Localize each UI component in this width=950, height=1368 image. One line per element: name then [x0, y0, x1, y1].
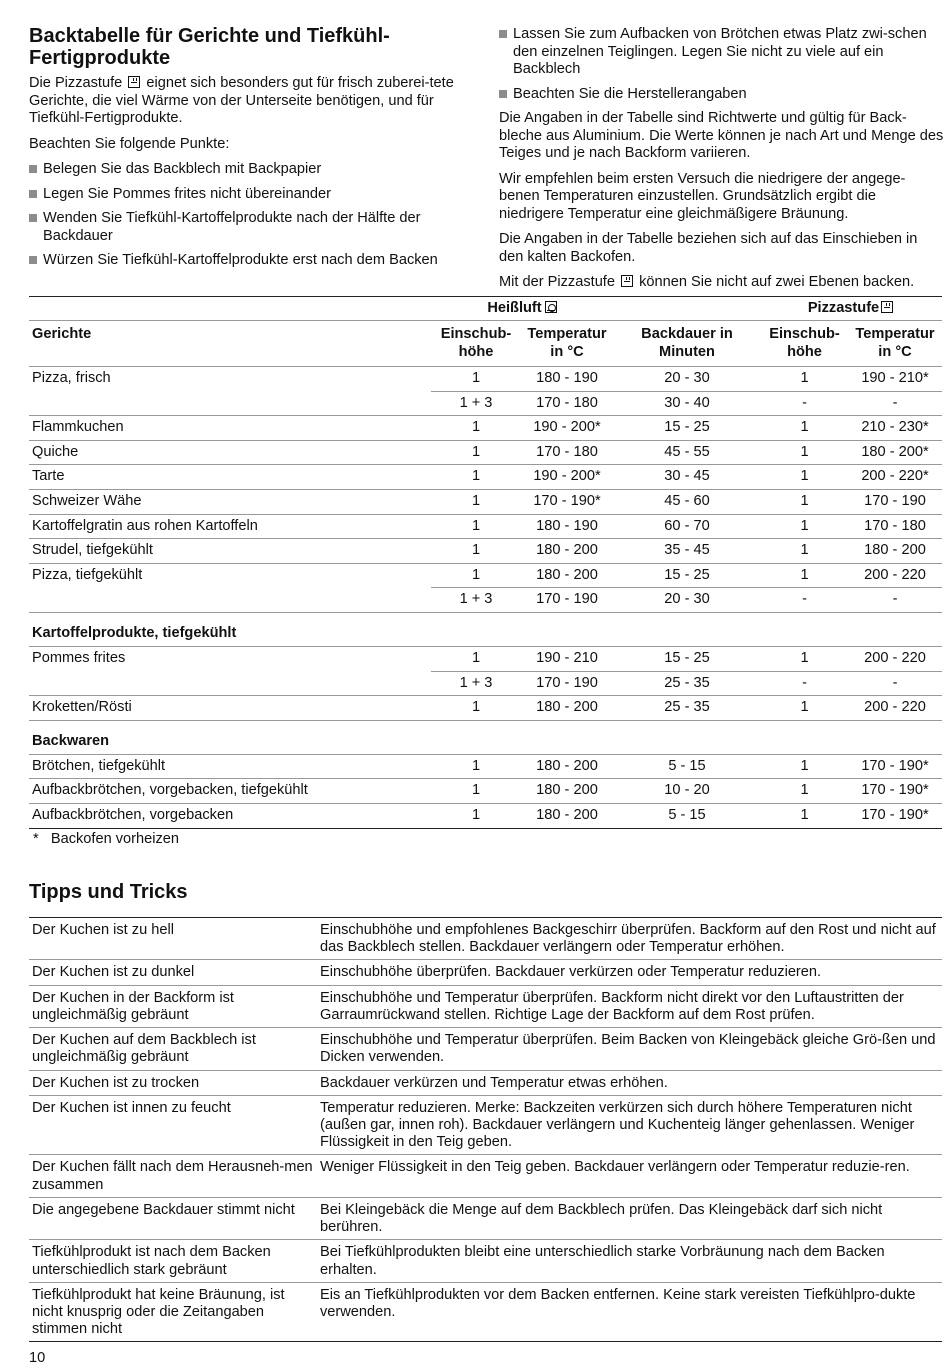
- intro-paragraph: Die Pizzastufe eignet sich besonders gut für frisch zuberei-tete Gerichte, die viel Wärme von der Unterseite benötigen, und für Tiefkühl-Fertigprodukte.: [29, 75, 454, 127]
- tip-solution: Backdauer verkürzen und Temperatur etwas erhöhen.: [317, 1070, 942, 1095]
- bullet-item: Beachten Sie die Herstellerangaben: [499, 86, 944, 104]
- col-einschub-1: Einschub- höhe: [431, 321, 521, 367]
- pizza-stage-icon: [881, 301, 893, 313]
- page-number: 10: [29, 1350, 46, 1366]
- cell-t1: 180 - 200: [521, 696, 613, 721]
- cell-d: 15 - 25: [613, 563, 761, 588]
- cell-t1: 190 - 210: [521, 646, 613, 671]
- square-bullet-icon: [29, 256, 37, 264]
- cell-e2: 1: [761, 696, 848, 721]
- tips-row: [29, 1095, 942, 1155]
- cell-d: 25 - 35: [613, 671, 761, 696]
- tip-problem: Der Kuchen ist innen zu feucht: [29, 1095, 317, 1155]
- section-label: Kartoffelprodukte, tiefgekühlt: [29, 612, 942, 646]
- tips-title: Tipps und Tricks: [29, 881, 188, 903]
- cell-e1: 1: [431, 465, 521, 490]
- table-section-row: [29, 612, 942, 646]
- cell-e2: 1: [761, 539, 848, 564]
- table-row: [29, 539, 942, 564]
- cell-t2: 170 - 190: [848, 489, 942, 514]
- right-column: [499, 26, 944, 300]
- cell-name: Brötchen, tiefgekühlt: [29, 754, 431, 779]
- square-bullet-icon: [29, 190, 37, 198]
- tips-row: [29, 985, 942, 1027]
- cell-t1: 180 - 190: [521, 367, 613, 392]
- cell-t1: 180 - 200: [521, 563, 613, 588]
- cell-e1: 1: [431, 754, 521, 779]
- cell-e1: 1: [431, 440, 521, 465]
- cell-e1: 1: [431, 416, 521, 441]
- cell-d: 25 - 35: [613, 696, 761, 721]
- cell-e2: 1: [761, 514, 848, 539]
- cell-e1: 1 + 3: [431, 588, 521, 613]
- cell-d: 35 - 45: [613, 539, 761, 564]
- cell-e2: -: [761, 391, 848, 416]
- cell-e2: 1: [761, 646, 848, 671]
- cell-t2: 200 - 220: [848, 696, 942, 721]
- cell-t2: 200 - 220: [848, 563, 942, 588]
- tip-problem: Der Kuchen in der Backform ist ungleichmäßig gebräunt: [29, 985, 317, 1027]
- cell-t1: 180 - 190: [521, 514, 613, 539]
- points-intro: Beachten Sie folgende Punkte:: [29, 135, 230, 152]
- tips-row: [29, 1028, 942, 1070]
- cell-e2: 1: [761, 489, 848, 514]
- bullet-list-right: [499, 26, 944, 103]
- cell-t2: 210 - 230*: [848, 416, 942, 441]
- bullet-list-left: [29, 161, 479, 270]
- cell-t2: 170 - 190*: [848, 803, 942, 828]
- cell-e1: 1: [431, 696, 521, 721]
- col-dauer: Backdauer in Minuten: [613, 321, 761, 367]
- cell-e2: 1: [761, 465, 848, 490]
- cell-d: 45 - 60: [613, 489, 761, 514]
- left-column: [29, 26, 479, 277]
- cell-e2: 1: [761, 779, 848, 804]
- bullet-item: Legen Sie Pommes frites nicht übereinander: [29, 186, 479, 204]
- cell-e1: 1: [431, 514, 521, 539]
- tip-solution: Temperatur reduzieren. Merke: Backzeiten verkürzen sich durch höhere Temperaturen nicht (außen gar, innen roh). Backdauer verlängern und Kuchenteig länger gehenlassen. Weniger Flüssigkeit in den Teig geben.: [317, 1095, 942, 1155]
- tip-solution: Weniger Flüssigkeit in den Teig geben. Backdauer verlängern oder Temperatur reduzie-ren.: [317, 1155, 942, 1197]
- cell-d: 45 - 55: [613, 440, 761, 465]
- cell-d: 15 - 25: [613, 416, 761, 441]
- cell-name: Flammkuchen: [29, 416, 431, 441]
- cell-t2: 170 - 190*: [848, 754, 942, 779]
- square-bullet-icon: [499, 90, 507, 98]
- col-einschub-2: Einschub- höhe: [761, 321, 848, 367]
- cell-name: Schweizer Wähe: [29, 489, 431, 514]
- tip-problem: Tiefkühlprodukt ist nach dem Backen unterschiedlich stark gebräunt: [29, 1240, 317, 1282]
- cell-e1: 1 + 3: [431, 671, 521, 696]
- table-group-header: [29, 297, 942, 321]
- tip-solution: Bei Kleingebäck die Menge auf dem Backblech prüfen. Das Kleingebäck darf sich nicht berühren.: [317, 1197, 942, 1239]
- tips-row: [29, 1282, 942, 1342]
- table-section-row: [29, 720, 942, 754]
- section-label: Backwaren: [29, 720, 942, 754]
- cell-e2: -: [761, 671, 848, 696]
- cell-t1: 170 - 190: [521, 671, 613, 696]
- cell-e2: -: [761, 588, 848, 613]
- cell-name: Pizza, tiefgekühlt: [32, 567, 143, 584]
- cell-e2: 1: [761, 563, 848, 588]
- cell-t1: 180 - 200: [521, 803, 613, 828]
- tip-solution: Einschubhöhe und empfohlenes Backgeschirr überprüfen. Backform auf den Rost und nicht auf das Backblech stellen. Backdauer verlängern oder Temperatur erhöhen.: [317, 918, 942, 960]
- cell-d: 15 - 25: [613, 646, 761, 671]
- bullet-item: Würzen Sie Tiefkühl-Kartoffelprodukte erst nach dem Backen: [29, 252, 479, 270]
- table-row: [29, 563, 942, 588]
- group-pizzastufe: Pizzastufe: [761, 297, 942, 321]
- table-row: [29, 367, 942, 392]
- cell-t1: 180 - 200: [521, 779, 613, 804]
- cell-e2: 1: [761, 367, 848, 392]
- square-bullet-icon: [29, 165, 37, 173]
- cell-e2: 1: [761, 754, 848, 779]
- table-row: [29, 646, 942, 671]
- cell-e1: 1: [431, 803, 521, 828]
- tip-problem: Der Kuchen ist zu dunkel: [29, 960, 317, 985]
- table-row: [29, 671, 942, 696]
- tips-row: [29, 918, 942, 960]
- cell-t2: 180 - 200: [848, 539, 942, 564]
- table-row: [29, 779, 942, 804]
- cell-t2: 190 - 210*: [848, 367, 942, 392]
- cell-t2: 200 - 220: [848, 646, 942, 671]
- tips-row: [29, 1240, 942, 1282]
- table-row: [29, 803, 942, 828]
- square-bullet-icon: [29, 214, 37, 222]
- pizza-stage-icon: [621, 275, 633, 287]
- cell-name: Kroketten/Rösti: [29, 696, 431, 721]
- cell-name: Aufbackbrötchen, vorgebacken: [29, 803, 431, 828]
- cell-d: 30 - 40: [613, 391, 761, 416]
- cell-d: 20 - 30: [613, 588, 761, 613]
- col-gerichte: Gerichte: [29, 321, 431, 367]
- cell-t2: -: [848, 671, 942, 696]
- cell-t2: 170 - 190*: [848, 779, 942, 804]
- hot-air-icon: [545, 301, 557, 313]
- bullet-item: Lassen Sie zum Aufbacken von Brötchen etwas Platz zwi-schen den einzelnen Teiglingen. Legen Sie nicht zu viele auf ein Backblech: [499, 26, 944, 79]
- tips-row: [29, 1197, 942, 1239]
- footnote: * Backofen vorheizen: [33, 831, 180, 847]
- cell-t1: 190 - 200*: [521, 416, 613, 441]
- tip-solution: Einschubhöhe und Temperatur überprüfen. Backform nicht direkt vor den Luftaustritten der Garraumrückwand stellen. Richtige Lage der Backform auf dem Rost prüfen.: [317, 985, 942, 1027]
- table-row: [29, 489, 942, 514]
- cell-e2: 1: [761, 416, 848, 441]
- cell-t2: -: [848, 588, 942, 613]
- square-bullet-icon: [499, 30, 507, 38]
- tip-problem: Tiefkühlprodukt hat keine Bräunung, ist nicht knusprig oder die Zeitangaben stimmen nicht: [29, 1282, 317, 1342]
- info-paragraph: Die Angaben in der Tabelle sind Richtwerte und gültig für Back-bleche aus Aluminium. Die Werte können je nach Art und Menge des Teiges und je nach Backform variieren.: [499, 110, 944, 161]
- cell-name: Tarte: [29, 465, 431, 490]
- cell-name: Quiche: [29, 440, 431, 465]
- tips-row: [29, 1070, 942, 1095]
- col-temp-2: Temperatur in °C: [848, 321, 942, 367]
- cell-t1: 170 - 180: [521, 440, 613, 465]
- tip-solution: Bei Tiefkühlprodukten bleibt eine unterschiedlich starke Vorbräunung nach dem Backen erhalten.: [317, 1240, 942, 1282]
- last-paragraph: Mit der Pizzastufe können Sie nicht auf zwei Ebenen backen.: [499, 274, 915, 290]
- right-paragraphs: [499, 110, 944, 266]
- tips-row: [29, 1155, 942, 1197]
- tip-problem: Der Kuchen fällt nach dem Herausneh-men zusammen: [29, 1155, 317, 1197]
- table-row: [29, 514, 942, 539]
- cell-e1: 1: [431, 489, 521, 514]
- cell-t2: 180 - 200*: [848, 440, 942, 465]
- cell-e2: 1: [761, 803, 848, 828]
- col-temp-1: Temperatur in °C: [521, 321, 613, 367]
- cell-t2: 170 - 180: [848, 514, 942, 539]
- tip-solution: Eis an Tiefkühlprodukten vor dem Backen entfernen. Keine stark vereisten Tiefkühlpro-dukte verwenden.: [317, 1282, 942, 1342]
- cell-t1: 170 - 190: [521, 588, 613, 613]
- tip-solution: Einschubhöhe überprüfen. Backdauer verkürzen oder Temperatur reduzieren.: [317, 960, 942, 985]
- cell-e1: 1: [431, 646, 521, 671]
- cell-e1: 1: [431, 539, 521, 564]
- cell-e2: 1: [761, 440, 848, 465]
- cell-name: Pizza, frisch: [32, 370, 111, 387]
- cell-t1: 190 - 200*: [521, 465, 613, 490]
- cell-e1: 1 + 3: [431, 391, 521, 416]
- table-row: [29, 588, 942, 613]
- cell-name: [29, 391, 431, 416]
- group-heissluft: Heißluft: [431, 297, 613, 321]
- tip-solution: Einschubhöhe und Temperatur überprüfen. Beim Backen von Kleingebäck gleiche Grö-ßen und Dicken verwenden.: [317, 1028, 942, 1070]
- info-paragraph: Wir empfehlen beim ersten Versuch die niedrigere der angege-benen Temperaturen einzustellen. Grundsätzlich ergibt die niedrigere Temperatur eine gleichmäßigere Bräunung.: [499, 170, 906, 222]
- cell-d: 5 - 15: [613, 803, 761, 828]
- cell-d: 20 - 30: [613, 367, 761, 392]
- cell-t1: 170 - 180: [521, 391, 613, 416]
- cell-name: [29, 671, 431, 696]
- table-row: [29, 391, 942, 416]
- cell-t2: 200 - 220*: [848, 465, 942, 490]
- table-row: [29, 696, 942, 721]
- baking-table: [29, 296, 942, 829]
- table-row: [29, 440, 942, 465]
- info-paragraph: Die Angaben in der Tabelle beziehen sich auf das Einschieben in den kalten Backofen.: [499, 231, 918, 265]
- tips-row: [29, 960, 942, 985]
- cell-d: 5 - 15: [613, 754, 761, 779]
- cell-t1: 180 - 200: [521, 754, 613, 779]
- cell-e1: 1: [431, 367, 521, 392]
- table-row: [29, 465, 942, 490]
- cell-name: [29, 588, 431, 613]
- tips-table: [29, 917, 942, 1342]
- cell-name: Strudel, tiefgekühlt: [29, 539, 431, 564]
- cell-name: Pommes frites: [32, 650, 126, 667]
- tip-problem: Der Kuchen ist zu hell: [29, 918, 317, 960]
- cell-d: 60 - 70: [613, 514, 761, 539]
- pizza-stage-icon: [128, 76, 140, 88]
- cell-t1: 180 - 200: [521, 539, 613, 564]
- table-column-header: [29, 321, 942, 367]
- tip-problem: Die angegebene Backdauer stimmt nicht: [29, 1197, 317, 1239]
- bullet-item: Wenden Sie Tiefkühl-Kartoffelprodukte nach der Hälfte der Backdauer: [29, 210, 479, 245]
- table-row: [29, 754, 942, 779]
- cell-t2: -: [848, 391, 942, 416]
- cell-e1: 1: [431, 779, 521, 804]
- table-row: [29, 416, 942, 441]
- page-title: Backtabelle für Gerichte und Tiefkühl- Fertigprodukte: [29, 25, 390, 69]
- cell-e1: 1: [431, 563, 521, 588]
- cell-d: 30 - 45: [613, 465, 761, 490]
- bullet-item: Belegen Sie das Backblech mit Backpapier: [29, 161, 479, 179]
- cell-name: Kartoffelgratin aus rohen Kartoffeln: [29, 514, 431, 539]
- tip-problem: Der Kuchen ist zu trocken: [29, 1070, 317, 1095]
- cell-t1: 170 - 190*: [521, 489, 613, 514]
- cell-name: Aufbackbrötchen, vorgebacken, tiefgekühlt: [29, 779, 431, 804]
- tip-problem: Der Kuchen auf dem Backblech ist ungleichmäßig gebräunt: [29, 1028, 317, 1070]
- cell-d: 10 - 20: [613, 779, 761, 804]
